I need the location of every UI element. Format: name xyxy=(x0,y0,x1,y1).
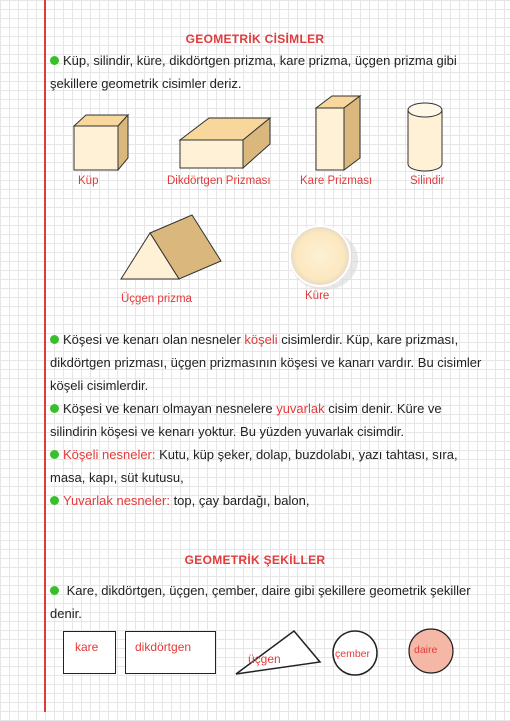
intro-line-2: şekillere geometrik cisimler deriz. xyxy=(50,76,242,91)
section-title-shapes: GEOMETRİK ŞEKİLLER xyxy=(184,553,326,567)
p1-line-2: dikdörtgen prizması, üçgen prizmasının köşesi ve kanarı vardır. Bu cisimler xyxy=(50,355,482,370)
label-kup: Küp xyxy=(78,175,99,187)
p3-highlight: Köşeli nesneler: xyxy=(63,447,156,462)
bullet-dot-icon xyxy=(50,586,59,595)
p2-text: Köşesi ve kenarı olmayan nesnelere xyxy=(63,401,277,416)
margin-line xyxy=(44,0,46,712)
rectangular-prism-icon xyxy=(177,114,273,172)
shapes-line-1: Kare, dikdörtgen, üçgen, çember, daire gibi şekillere geometrik şekiller xyxy=(66,583,471,598)
label-cember: çember xyxy=(335,648,371,660)
bullet-dot-icon xyxy=(50,335,59,344)
label-ucgen: üçgen xyxy=(248,652,281,666)
p2-line-2: silindirin köşesi ve kenarı yoktur. Bu yüzden yuvarlak cisimdir. xyxy=(50,424,405,439)
p1-text: Köşesi ve kenarı olan nesneler xyxy=(63,332,245,347)
p4-highlight: Yuvarlak nesneler: xyxy=(63,493,170,508)
label-kare-prizmasi: Kare Prizması xyxy=(300,175,373,187)
label-kure: Küre xyxy=(305,290,330,302)
cube-icon xyxy=(70,112,130,174)
sphere-icon xyxy=(284,222,360,292)
p1-highlight: köşeli xyxy=(244,332,278,347)
square-prism-icon xyxy=(312,94,364,174)
intro-line-1: Küp, silindir, küre, dikdörtgen prizma, kare prizma, üçgen prizma gibi xyxy=(63,53,457,68)
bullet-dot-icon xyxy=(50,450,59,459)
paragraph-koseli xyxy=(50,328,495,512)
cylinder-icon xyxy=(405,100,445,174)
bullet-dot-icon xyxy=(50,496,59,505)
bullet-dot-icon xyxy=(50,56,59,65)
p2-highlight: yuvarlak xyxy=(276,401,325,416)
p2-text-end: cisim denir. Küre ve xyxy=(324,401,442,416)
label-silindir: Silindir xyxy=(410,175,445,187)
p1-text-end: cisimlerdir. Küp, kare prizması, xyxy=(277,332,459,347)
label-daire: daire xyxy=(414,644,438,656)
bullet-dot-icon xyxy=(50,404,59,413)
p3-line-2: masa, kapı, süt kutusu, xyxy=(50,470,184,485)
intro-paragraph xyxy=(50,49,495,95)
p4-text: top, çay bardağı, balon, xyxy=(169,493,310,508)
label-dikdortgen-prizmasi: Dikdörtgen Prizması xyxy=(167,175,271,187)
label-ucgen-prizma: Üçgen prizma xyxy=(121,293,192,305)
triangular-prism-icon xyxy=(118,213,224,283)
label-dikdortgen: dikdörtgen xyxy=(135,640,192,654)
label-kare: kare xyxy=(75,640,99,654)
section-title-solids: GEOMETRİK CİSİMLER xyxy=(185,32,325,46)
shapes-paragraph xyxy=(50,579,495,625)
shapes-line-2: denir. xyxy=(50,606,82,621)
p3-text: Kutu, küp şeker, dolap, buzdolabı, yazı tahtası, sıra, xyxy=(155,447,458,462)
p1-line-3: köşeli cisimlerdir. xyxy=(50,378,149,393)
